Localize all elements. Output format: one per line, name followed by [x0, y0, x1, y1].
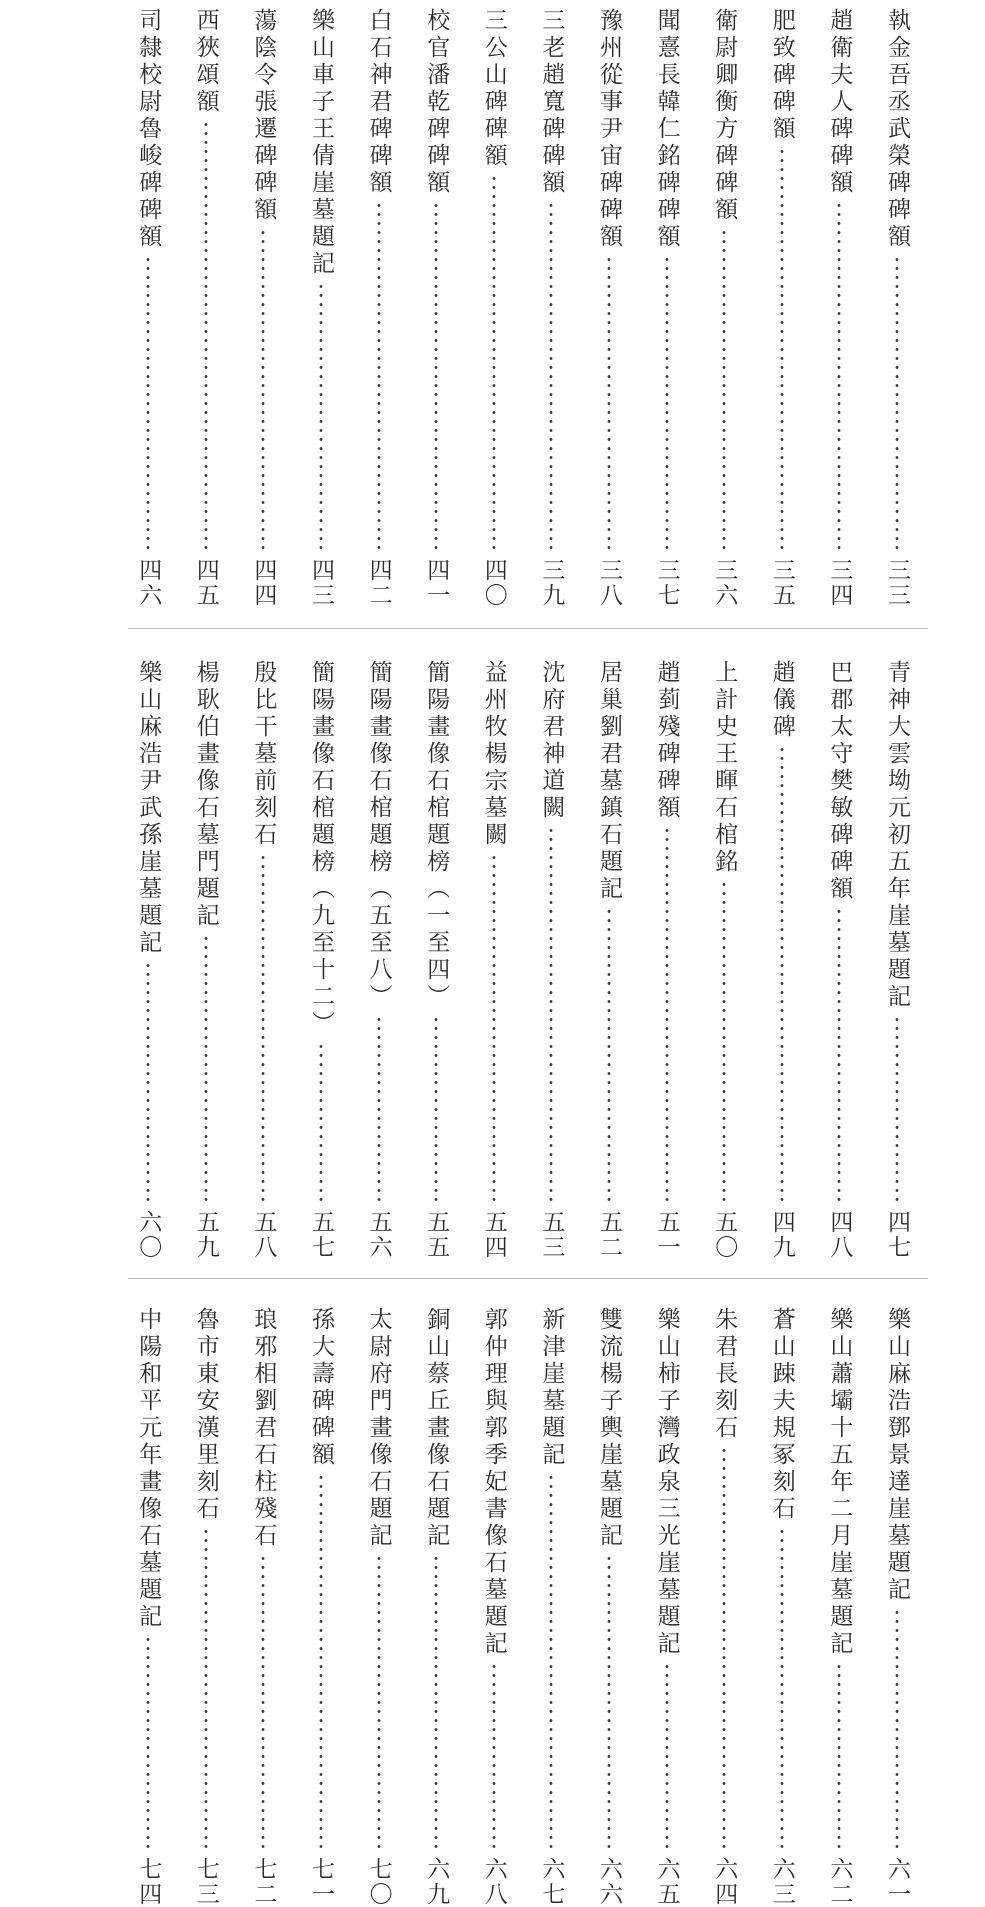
- entry-page-number: 五三: [538, 1210, 565, 1260]
- toc-entry[interactable]: [884, 660, 910, 1260]
- dot-leader: [377, 1015, 381, 1204]
- entry-title: 雙流楊子輿崖墓題記: [596, 1307, 622, 1550]
- entry-page-number: 三七: [653, 558, 680, 608]
- dot-leader: [204, 120, 208, 552]
- entry-title: 蕩陰令張遷碑碑額: [250, 8, 277, 224]
- entry-page-number: 四三: [308, 558, 334, 608]
- entry-title: 衛尉卿衡方碑碑額: [711, 8, 738, 224]
- entry-title: 新津崖墓題記: [538, 1307, 565, 1469]
- entry-page-number: 四八: [826, 1210, 853, 1260]
- dot-leader: [204, 934, 208, 1204]
- entry-title: 樂山麻浩尹武孫崖墓題記: [135, 660, 162, 957]
- entry-page-number: 七〇: [365, 1857, 392, 1907]
- dot-leader: [780, 745, 784, 1204]
- dot-leader: [319, 282, 323, 552]
- toc-entry[interactable]: [308, 660, 334, 1260]
- dot-leader: [837, 907, 841, 1204]
- dot-leader: [146, 1635, 150, 1851]
- dot-leader: [377, 1554, 381, 1851]
- entry-page-number: 七二: [250, 1857, 277, 1907]
- toc-entry[interactable]: [250, 660, 276, 1260]
- dot-leader: [895, 1015, 899, 1204]
- toc-entry[interactable]: [481, 660, 507, 1260]
- entry-title: 三公山碑碑額: [480, 8, 507, 170]
- dot-leader: [665, 255, 669, 552]
- entry-page-number: 五四: [480, 1210, 507, 1260]
- entry-title: 居巢劉君墓鎮石題記: [596, 660, 622, 903]
- entry-title: 沈府君神道闕: [538, 660, 565, 822]
- entry-title: 楊耿伯畫像石墓門題記: [192, 660, 219, 930]
- dot-leader: [492, 1662, 496, 1851]
- dot-leader: [319, 1042, 323, 1204]
- toc-section: [128, 660, 928, 1260]
- entry-title: 豫州從事尹宙碑碑額: [596, 8, 622, 251]
- entry-title: 樂山車子王倩崖墓題記: [308, 8, 334, 278]
- dot-leader: [780, 1527, 784, 1851]
- toc-entry[interactable]: [366, 660, 392, 1260]
- toc-entry[interactable]: [193, 1307, 219, 1907]
- entry-page-number: 四九: [768, 1210, 795, 1260]
- toc-entry[interactable]: [769, 1307, 795, 1907]
- dot-leader: [434, 201, 438, 552]
- entry-page-number: 四二: [365, 558, 392, 608]
- dot-leader: [261, 853, 265, 1204]
- dot-leader: [837, 201, 841, 552]
- entry-title: 樂山柿子灣政泉三光崖墓題記: [653, 1307, 680, 1658]
- dot-leader: [492, 174, 496, 552]
- entry-title: 魯市東安漢里刻石: [192, 1307, 219, 1523]
- entry-page-number: 六〇: [135, 1210, 162, 1260]
- toc-entry[interactable]: [308, 8, 334, 608]
- toc-entry[interactable]: [884, 1307, 910, 1907]
- toc-entry[interactable]: [538, 660, 564, 1260]
- toc-entry[interactable]: [135, 1307, 161, 1907]
- entry-page-number: 六九: [423, 1857, 450, 1907]
- entry-page-number: 五九: [192, 1210, 219, 1260]
- entry-page-number: 六五: [653, 1857, 680, 1907]
- entry-page-number: 六七: [538, 1857, 565, 1907]
- toc-entry[interactable]: [711, 1307, 737, 1907]
- dot-leader: [261, 228, 265, 552]
- toc-entry[interactable]: [481, 1307, 507, 1907]
- dot-leader: [549, 201, 553, 552]
- toc-entry[interactable]: [654, 8, 680, 608]
- toc-entry[interactable]: [193, 8, 219, 608]
- entry-page-number: 三九: [538, 558, 565, 608]
- entry-title: 殷比干墓前刻石: [250, 660, 277, 849]
- entry-title: 簡陽畫像石棺題榜（九至十二）: [308, 660, 334, 1038]
- entry-page-number: 五六: [365, 1210, 392, 1260]
- entry-page-number: 七四: [135, 1857, 162, 1907]
- dot-leader: [549, 1473, 553, 1851]
- entry-title: 趙菿殘碑碑額: [653, 660, 680, 822]
- entry-page-number: 三六: [711, 558, 738, 608]
- entry-title: 青神大雲坳元初五年崖墓題記: [884, 660, 910, 1011]
- dot-leader: [434, 1015, 438, 1204]
- entry-title: 太尉府門畫像石題記: [365, 1307, 392, 1550]
- entry-title: 趙儀碑: [768, 660, 795, 741]
- toc-entry[interactable]: [423, 660, 449, 1260]
- dot-leader: [146, 255, 150, 552]
- dot-leader: [377, 201, 381, 552]
- entry-page-number: 五一: [653, 1210, 680, 1260]
- entry-title: 簡陽畫像石棺題榜（五至八）: [365, 660, 392, 1011]
- entry-title: 肥致碑碑額: [768, 8, 795, 143]
- entry-page-number: 三三: [884, 558, 910, 608]
- toc-entry[interactable]: [769, 660, 795, 1260]
- toc-entry[interactable]: [423, 1307, 449, 1907]
- entry-page-number: 五八: [250, 1210, 277, 1260]
- entry-title: 巴郡太守樊敏碑碑額: [826, 660, 853, 903]
- toc-entry[interactable]: [654, 1307, 680, 1907]
- toc-entry[interactable]: [193, 660, 219, 1260]
- entry-title: 銅山蔡丘畫像石題記: [423, 1307, 450, 1550]
- entry-title: 郭仲理與郭季妃書像石墓題記: [480, 1307, 507, 1658]
- dot-leader: [722, 1446, 726, 1851]
- entry-page-number: 四一: [423, 558, 450, 608]
- toc-entry[interactable]: [596, 8, 622, 608]
- entry-page-number: 六三: [768, 1857, 795, 1907]
- entry-title: 白石神君碑碑額: [365, 8, 392, 197]
- toc-entry[interactable]: [769, 8, 795, 608]
- entry-title: 三老趙寬碑碑額: [538, 8, 565, 197]
- toc-entry[interactable]: [135, 660, 161, 1260]
- toc-entry[interactable]: [135, 8, 161, 608]
- entry-title: 執金吾丞武榮碑碑額: [884, 8, 910, 251]
- dot-leader: [895, 255, 899, 552]
- entry-page-number: 三四: [826, 558, 853, 608]
- dot-leader: [549, 826, 553, 1204]
- entry-page-number: 三五: [768, 558, 795, 608]
- dot-leader: [607, 907, 611, 1204]
- toc-entry[interactable]: [826, 8, 852, 608]
- toc-section: [128, 8, 928, 608]
- entry-page-number: 六二: [826, 1857, 853, 1907]
- toc-entry[interactable]: [654, 660, 680, 1260]
- entry-title: 聞憙長韓仁銘碑碑額: [653, 8, 680, 251]
- entry-page-number: 六八: [480, 1857, 507, 1907]
- entry-page-number: 四四: [250, 558, 277, 608]
- entry-title: 簡陽畫像石棺題榜（一至四）: [423, 660, 450, 1011]
- dot-leader: [261, 1554, 265, 1851]
- toc-entry[interactable]: [711, 8, 737, 608]
- entry-page-number: 六四: [711, 1857, 738, 1907]
- entry-page-number: 四六: [135, 558, 162, 608]
- toc-entry[interactable]: [884, 8, 910, 608]
- entry-title: 司隸校尉魯峻碑碑額: [135, 8, 162, 251]
- entry-title: 朱君長刻石: [711, 1307, 738, 1442]
- section-divider: [128, 1278, 928, 1279]
- dot-leader: [146, 961, 150, 1204]
- toc-entry[interactable]: [366, 1307, 392, 1907]
- toc-entry[interactable]: [250, 1307, 276, 1907]
- toc-entry[interactable]: [596, 1307, 622, 1907]
- entry-title: 孫大壽碑碑額: [308, 1307, 334, 1469]
- entry-page-number: 六六: [596, 1857, 622, 1907]
- entry-title: 校官潘乾碑碑額: [423, 8, 450, 197]
- toc-entry[interactable]: [423, 8, 449, 608]
- entry-title: 西狹頌額: [192, 8, 219, 116]
- entry-title: 上計史王暉石棺銘: [711, 660, 738, 876]
- entry-page-number: 六一: [884, 1857, 910, 1907]
- toc-entry[interactable]: [250, 8, 276, 608]
- dot-leader: [319, 1473, 323, 1851]
- toc-entry[interactable]: [538, 1307, 564, 1907]
- toc-entry[interactable]: [711, 660, 737, 1260]
- dot-leader: [607, 255, 611, 552]
- dot-leader: [722, 880, 726, 1204]
- toc-entry[interactable]: [308, 1307, 334, 1907]
- entry-page-number: 七一: [308, 1857, 334, 1907]
- dot-leader: [665, 826, 669, 1204]
- dot-leader: [722, 228, 726, 552]
- dot-leader: [492, 853, 496, 1204]
- entry-title: 樂山麻浩鄧景達崖墓題記: [884, 1307, 910, 1604]
- toc-entry[interactable]: [596, 660, 622, 1260]
- dot-leader: [434, 1554, 438, 1851]
- toc-entry[interactable]: [366, 8, 392, 608]
- entry-title: 蒼山踈夫規冢刻石: [768, 1307, 795, 1523]
- entry-page-number: 五七: [308, 1210, 334, 1260]
- dot-leader: [895, 1608, 899, 1851]
- dot-leader: [607, 1554, 611, 1851]
- entry-title: 樂山蕭壩十五年二月崖墓題記: [826, 1307, 853, 1658]
- entry-title: 趙衛夫人碑碑額: [826, 8, 853, 197]
- entry-page-number: 五〇: [711, 1210, 738, 1260]
- toc-entry[interactable]: [538, 8, 564, 608]
- dot-leader: [204, 1527, 208, 1851]
- dot-leader: [837, 1662, 841, 1851]
- entry-page-number: 七三: [192, 1857, 219, 1907]
- entry-title: 中陽和平元年畫像石墓題記: [135, 1307, 162, 1631]
- entry-page-number: 三八: [596, 558, 622, 608]
- entry-page-number: 四七: [884, 1210, 910, 1260]
- entry-title: 琅邪相劉君石柱殘石: [250, 1307, 277, 1550]
- toc-section: [128, 1307, 928, 1907]
- entry-page-number: 五二: [596, 1210, 622, 1260]
- dot-leader: [780, 147, 784, 552]
- entry-page-number: 四〇: [480, 558, 507, 608]
- entry-title: 益州牧楊宗墓闕: [480, 660, 507, 849]
- toc-entry[interactable]: [481, 8, 507, 608]
- dot-leader: [665, 1662, 669, 1851]
- toc-entry[interactable]: [826, 660, 852, 1260]
- toc-entry[interactable]: [826, 1307, 852, 1907]
- entry-page-number: 五五: [423, 1210, 450, 1260]
- section-divider: [128, 628, 928, 629]
- entry-page-number: 四五: [192, 558, 219, 608]
